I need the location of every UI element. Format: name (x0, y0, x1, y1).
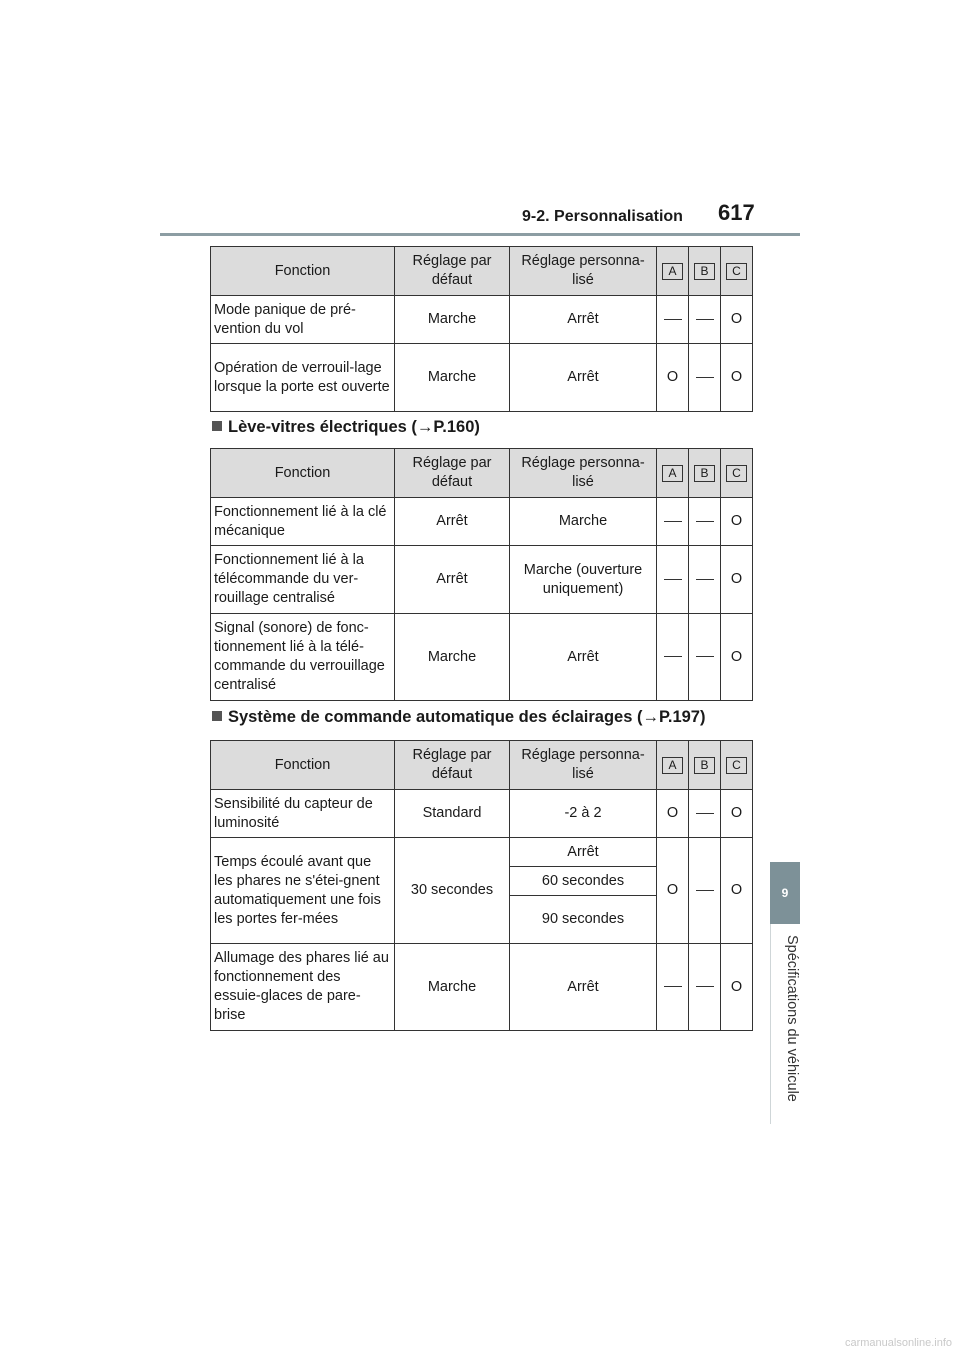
table-row (211, 296, 753, 344)
cell-fonction: Mode panique de pré-vention du vol (211, 296, 395, 344)
dash-mark (696, 656, 714, 657)
dash-mark (696, 986, 714, 987)
cell-fonction: Allumage des phares lié au fonctionnement des essuie-glaces de pare-brise (211, 944, 395, 1031)
header-defaut: Réglage par défaut (395, 741, 510, 790)
dash-mark (696, 890, 714, 891)
cell-perso-option: 60 secondes (510, 867, 657, 896)
dash-mark (664, 656, 682, 657)
table-row (211, 614, 753, 701)
cell-c: O (721, 498, 753, 546)
table-leve-vitres (210, 448, 753, 701)
bullet-square-icon (212, 421, 222, 431)
header-b: B (694, 263, 715, 280)
bullet-square-icon (212, 711, 222, 721)
table-row (211, 498, 753, 546)
cell-fonction: Temps écoulé avant que les phares ne s'étei-gnent automatiquement une fois les portes fer-mées (211, 838, 395, 944)
header-defaut: Réglage par défaut (395, 449, 510, 498)
cell-perso: Arrêt (510, 344, 657, 412)
cell-fonction: Fonctionnement lié à la télécommande du ver-rouillage centralisé (211, 546, 395, 614)
cell-defaut: Standard (395, 790, 510, 838)
header-perso: Réglage personna-lisé (510, 449, 657, 498)
header-fonction: Fonction (211, 741, 395, 790)
cell-c: O (721, 944, 753, 1031)
cell-c: O (721, 790, 753, 838)
table-antivol (210, 246, 753, 412)
section-title-text: Système de commande automatique des éclairages (→P.197) (228, 708, 706, 726)
table-row (211, 790, 753, 838)
cell-perso: Marche (510, 498, 657, 546)
cell-defaut: Arrêt (395, 546, 510, 614)
cell-perso: -2 à 2 (510, 790, 657, 838)
dash-mark (664, 521, 682, 522)
cell-a: O (657, 344, 689, 412)
cell-perso-option: 90 secondes (510, 896, 657, 944)
cell-defaut: 30 secondes (395, 838, 510, 944)
cell-defaut: Marche (395, 944, 510, 1031)
section-title-eclairages (212, 708, 705, 727)
dash-mark (664, 319, 682, 320)
cell-fonction: Sensibilité du capteur de luminosité (211, 790, 395, 838)
table-header-row (211, 449, 753, 498)
header-b: B (694, 757, 715, 774)
table-row (211, 344, 753, 412)
cell-defaut: Marche (395, 344, 510, 412)
cell-a: O (657, 790, 689, 838)
chapter-label: Spécifications du véhicule (784, 935, 800, 1102)
cell-defaut: Marche (395, 296, 510, 344)
table-row (211, 944, 753, 1031)
cell-defaut: Arrêt (395, 498, 510, 546)
cell-defaut: Marche (395, 614, 510, 701)
header-fonction: Fonction (211, 247, 395, 296)
header-c: C (726, 263, 747, 280)
header-a: A (662, 465, 683, 482)
section-header: 9-2. Personnalisation (522, 208, 683, 225)
table-header-row (211, 247, 753, 296)
section-title-text: Lève-vitres électriques (→P.160) (228, 418, 480, 436)
header-perso: Réglage personna-lisé (510, 247, 657, 296)
cell-perso-option: Arrêt (510, 838, 657, 867)
cell-a: O (657, 838, 689, 944)
header-a: A (662, 757, 683, 774)
table-header-row (211, 741, 753, 790)
table-eclairages (210, 740, 753, 1031)
header-b: B (694, 465, 715, 482)
cell-c: O (721, 838, 753, 944)
header-rule (160, 233, 800, 236)
header-defaut: Réglage par défaut (395, 247, 510, 296)
cell-c: O (721, 546, 753, 614)
dash-mark (664, 986, 682, 987)
header-c: C (726, 757, 747, 774)
cell-perso: Arrêt (510, 944, 657, 1031)
page-number: 617 (718, 200, 755, 225)
cell-c: O (721, 296, 753, 344)
watermark: carmanualsonline.info (844, 1337, 952, 1349)
dash-mark (696, 579, 714, 580)
header-c: C (726, 465, 747, 482)
dash-mark (696, 377, 714, 378)
chapter-tab: 9 (770, 862, 800, 924)
cell-perso: Arrêt (510, 614, 657, 701)
table-row (211, 546, 753, 614)
cell-c: O (721, 344, 753, 412)
header-a: A (662, 263, 683, 280)
cell-c: O (721, 614, 753, 701)
header-perso: Réglage personna-lisé (510, 741, 657, 790)
dash-mark (696, 319, 714, 320)
dash-mark (664, 579, 682, 580)
dash-mark (696, 813, 714, 814)
table-row (211, 838, 753, 867)
cell-perso: Arrêt (510, 296, 657, 344)
section-title-leve-vitres (212, 418, 480, 437)
cell-perso: Marche (ouverture uniquement) (510, 546, 657, 614)
cell-fonction: Signal (sonore) de fonc-tionnement lié à la télé-commande du verrouillage centralisé (211, 614, 395, 701)
cell-fonction: Opération de verrouil-lage lorsque la porte est ouverte (211, 344, 395, 412)
cell-fonction: Fonctionnement lié à la clé mécanique (211, 498, 395, 546)
dash-mark (696, 521, 714, 522)
header-fonction: Fonction (211, 449, 395, 498)
